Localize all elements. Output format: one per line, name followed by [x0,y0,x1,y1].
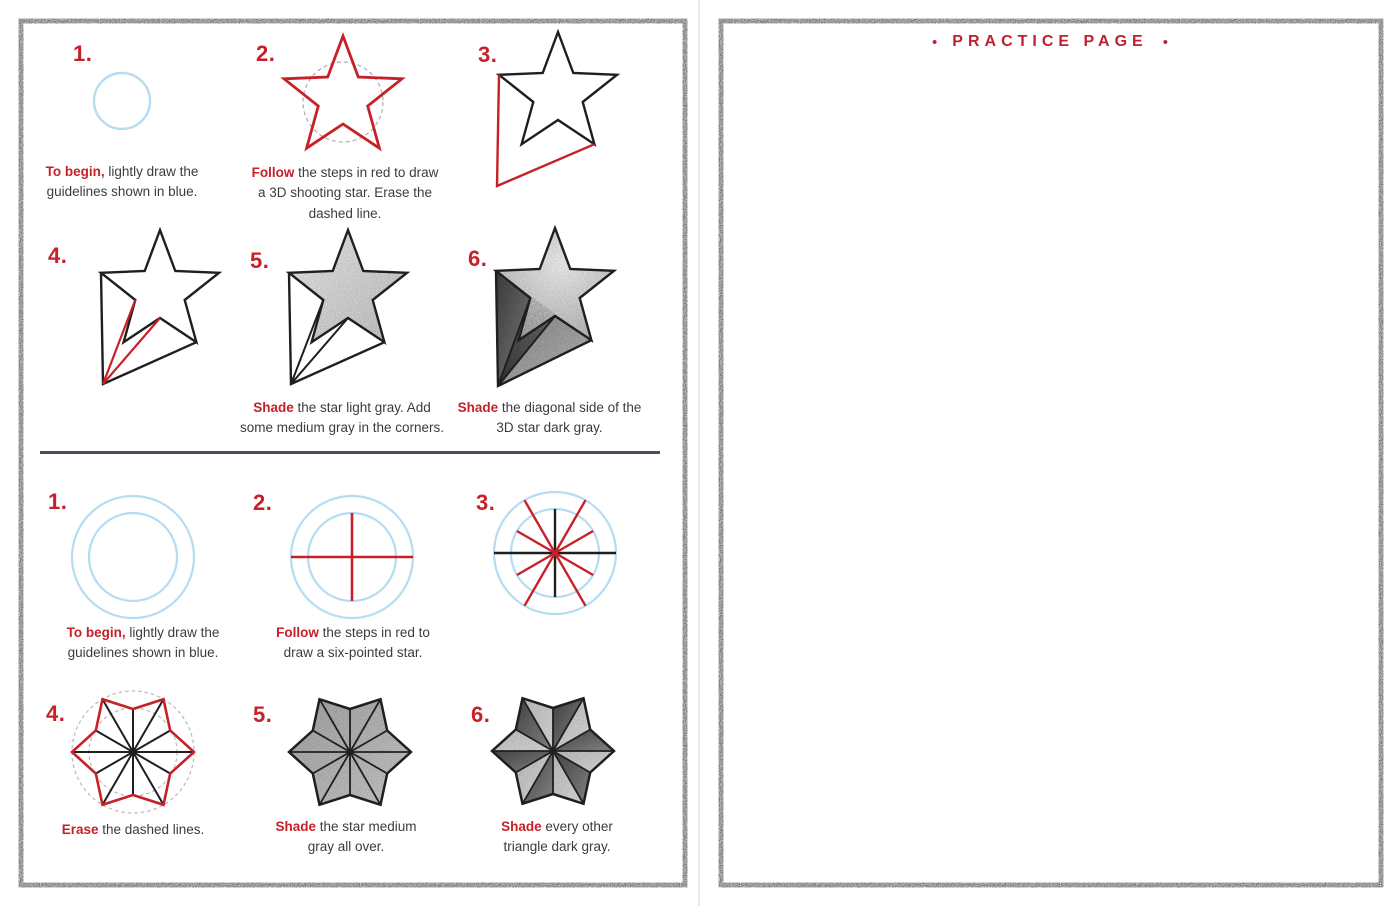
step-caption: To begin, lightly draw the guidelines shown in blue. [66,625,220,661]
step-caption: Shade the star medium gray all over. [275,819,417,855]
star-with-red-tail-drawing [480,24,630,196]
page-border [718,18,1384,888]
step-number: 5. [253,702,273,727]
practice-page [700,0,1400,906]
circles-spokes-drawing [487,485,623,621]
step-number: 1. [48,489,68,514]
step-caption: Erase the dashed lines. [61,822,205,837]
page-title: PRACTICE PAGE [952,33,1148,50]
medium-gray-star-drawing [282,684,418,820]
step-number: 2. [256,41,276,66]
step-number: 2. [253,490,273,515]
alternating-shaded-star-drawing [484,682,622,820]
step-caption: Shade every other triangle dark gray. [501,819,613,855]
circles-red-cross-drawing [285,490,419,624]
step-number: 6. [471,702,491,727]
step-number: 5. [250,248,270,273]
dark-shaded-3d-star-drawing [478,222,634,398]
step-caption: To begin, lightly draw the guidelines shown in blue. [45,164,199,200]
concentric-guide-circles-drawing [66,490,200,624]
red-star-outline-drawing [266,22,421,177]
star-tail-inner-lines-drawing [85,222,235,394]
step-caption: Follow the steps in red to draw a six-pointed star. [276,625,430,661]
step-number: 1. [73,41,93,66]
section-divider [40,451,660,454]
step-caption: Follow the steps in red to draw a 3D shooting star. Erase the dashed line. [251,165,439,221]
bullet-icon: • [1162,33,1168,51]
step-number: 3. [478,42,498,67]
step-number: 6. [468,246,488,271]
step-number: 4. [48,243,68,268]
step-number: 3. [476,490,496,515]
guide-circle-drawing [82,61,162,141]
light-gray-shaded-star-drawing [270,222,430,394]
step-number: 4. [46,701,66,726]
step-caption: Shade the star light gray. Add some medium gray in the corners. [239,400,445,436]
practice-page-header [700,33,1400,51]
bullet-icon: • [932,33,938,51]
red-star-spokes-dashed-drawing [64,683,202,821]
step-caption: Shade the diagonal side of the 3D star dark gray. [457,400,642,436]
